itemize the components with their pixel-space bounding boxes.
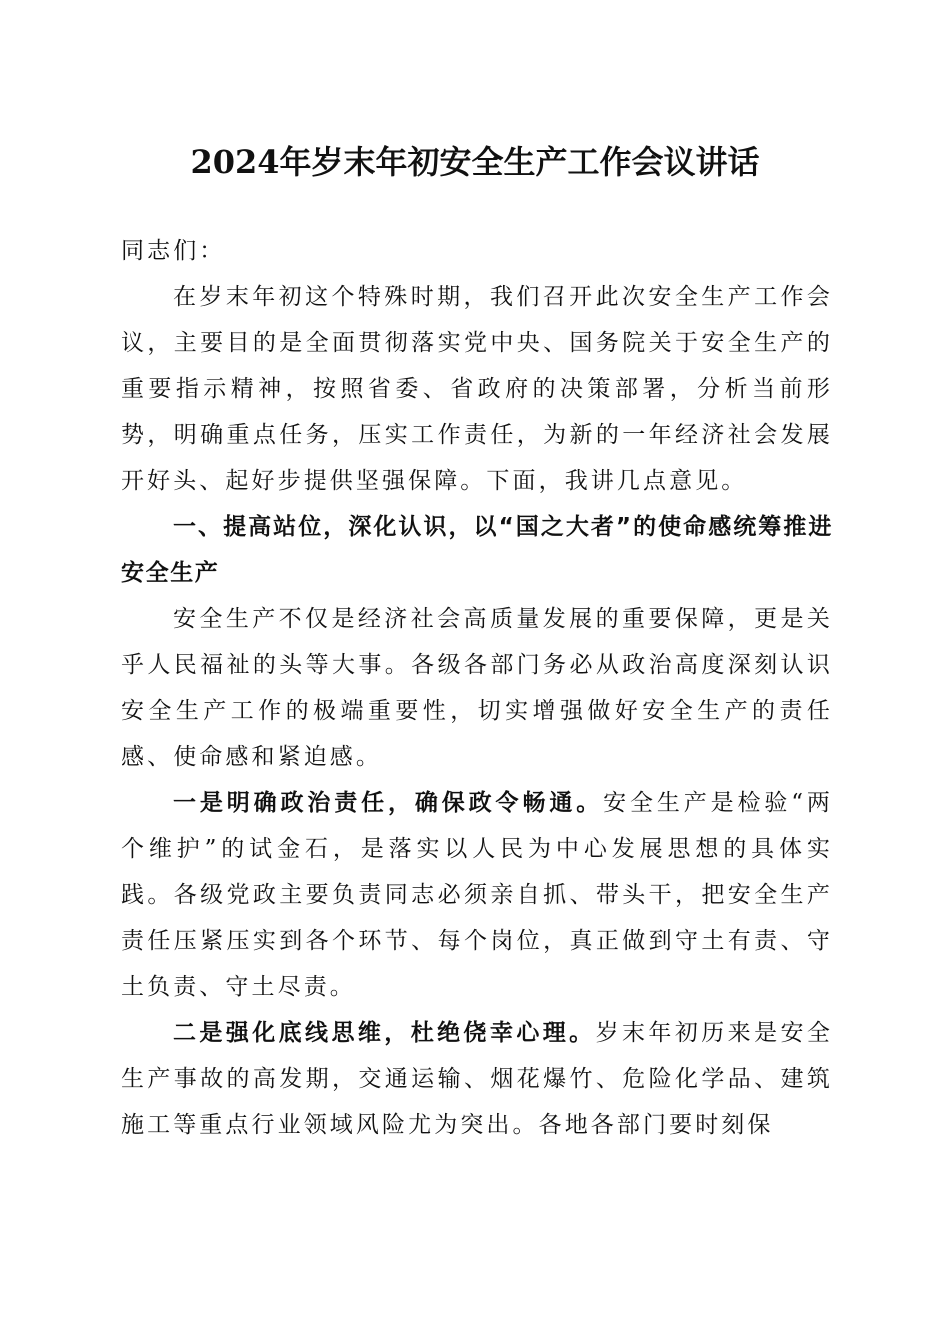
intro-paragraph: 在岁末年初这个特殊时期，我们召开此次安全生产工作会议，主要目的是全面贯彻落实党中央、国务院关于安全生产的重要指示精神，按照省委、省政府的决策部署，分析当前形势，明确重点任务，压实工作责任，为新的一年经济社会发展开好头、起好步提供坚强保障。下面，我讲几点意见。 [121, 284, 833, 494]
point-two-text: 岁末年初历来是安全生产事故的高发期，交通运输、烟花爆竹、危险化学品、建筑施工等重点行业领域风险尤为突出。各地各部门要时刻保 [121, 1020, 833, 1138]
point-two-lead: 二是强化底线思维，杜绝侥幸心理。 [173, 1019, 596, 1046]
point-one-paragraph [121, 780, 833, 1010]
document-title: 2024年岁末年初安全生产工作会议讲话 [190, 143, 760, 181]
section-heading: 一、提高站位，深化认识，以“国之大者”的使命感统筹推进安全生产 [121, 514, 833, 586]
point-two-paragraph [121, 1010, 833, 1148]
salutation: 同志们： [121, 238, 226, 264]
section-paragraph: 安全生产不仅是经济社会高质量发展的重要保障，更是关乎人民福祉的头等大事。各级各部门务必从政治高度深刻认识安全生产工作的极端重要性，切实增强做好安全生产的责任感、使命感和紧迫感。 [121, 606, 833, 770]
document-body [121, 228, 833, 1148]
point-one-lead: 一是明确政治责任，确保政令畅通。 [173, 789, 604, 816]
point-one-text: 安全生产是检验“两个维护”的试金石，是落实以人民为中心发展思想的具体实践。各级党政主要负责同志必须亲自抓、带头干，把安全生产责任压紧压实到各个环节、每个岗位，真正做到守土有责、守土负责、守土尽责。 [121, 790, 833, 1000]
